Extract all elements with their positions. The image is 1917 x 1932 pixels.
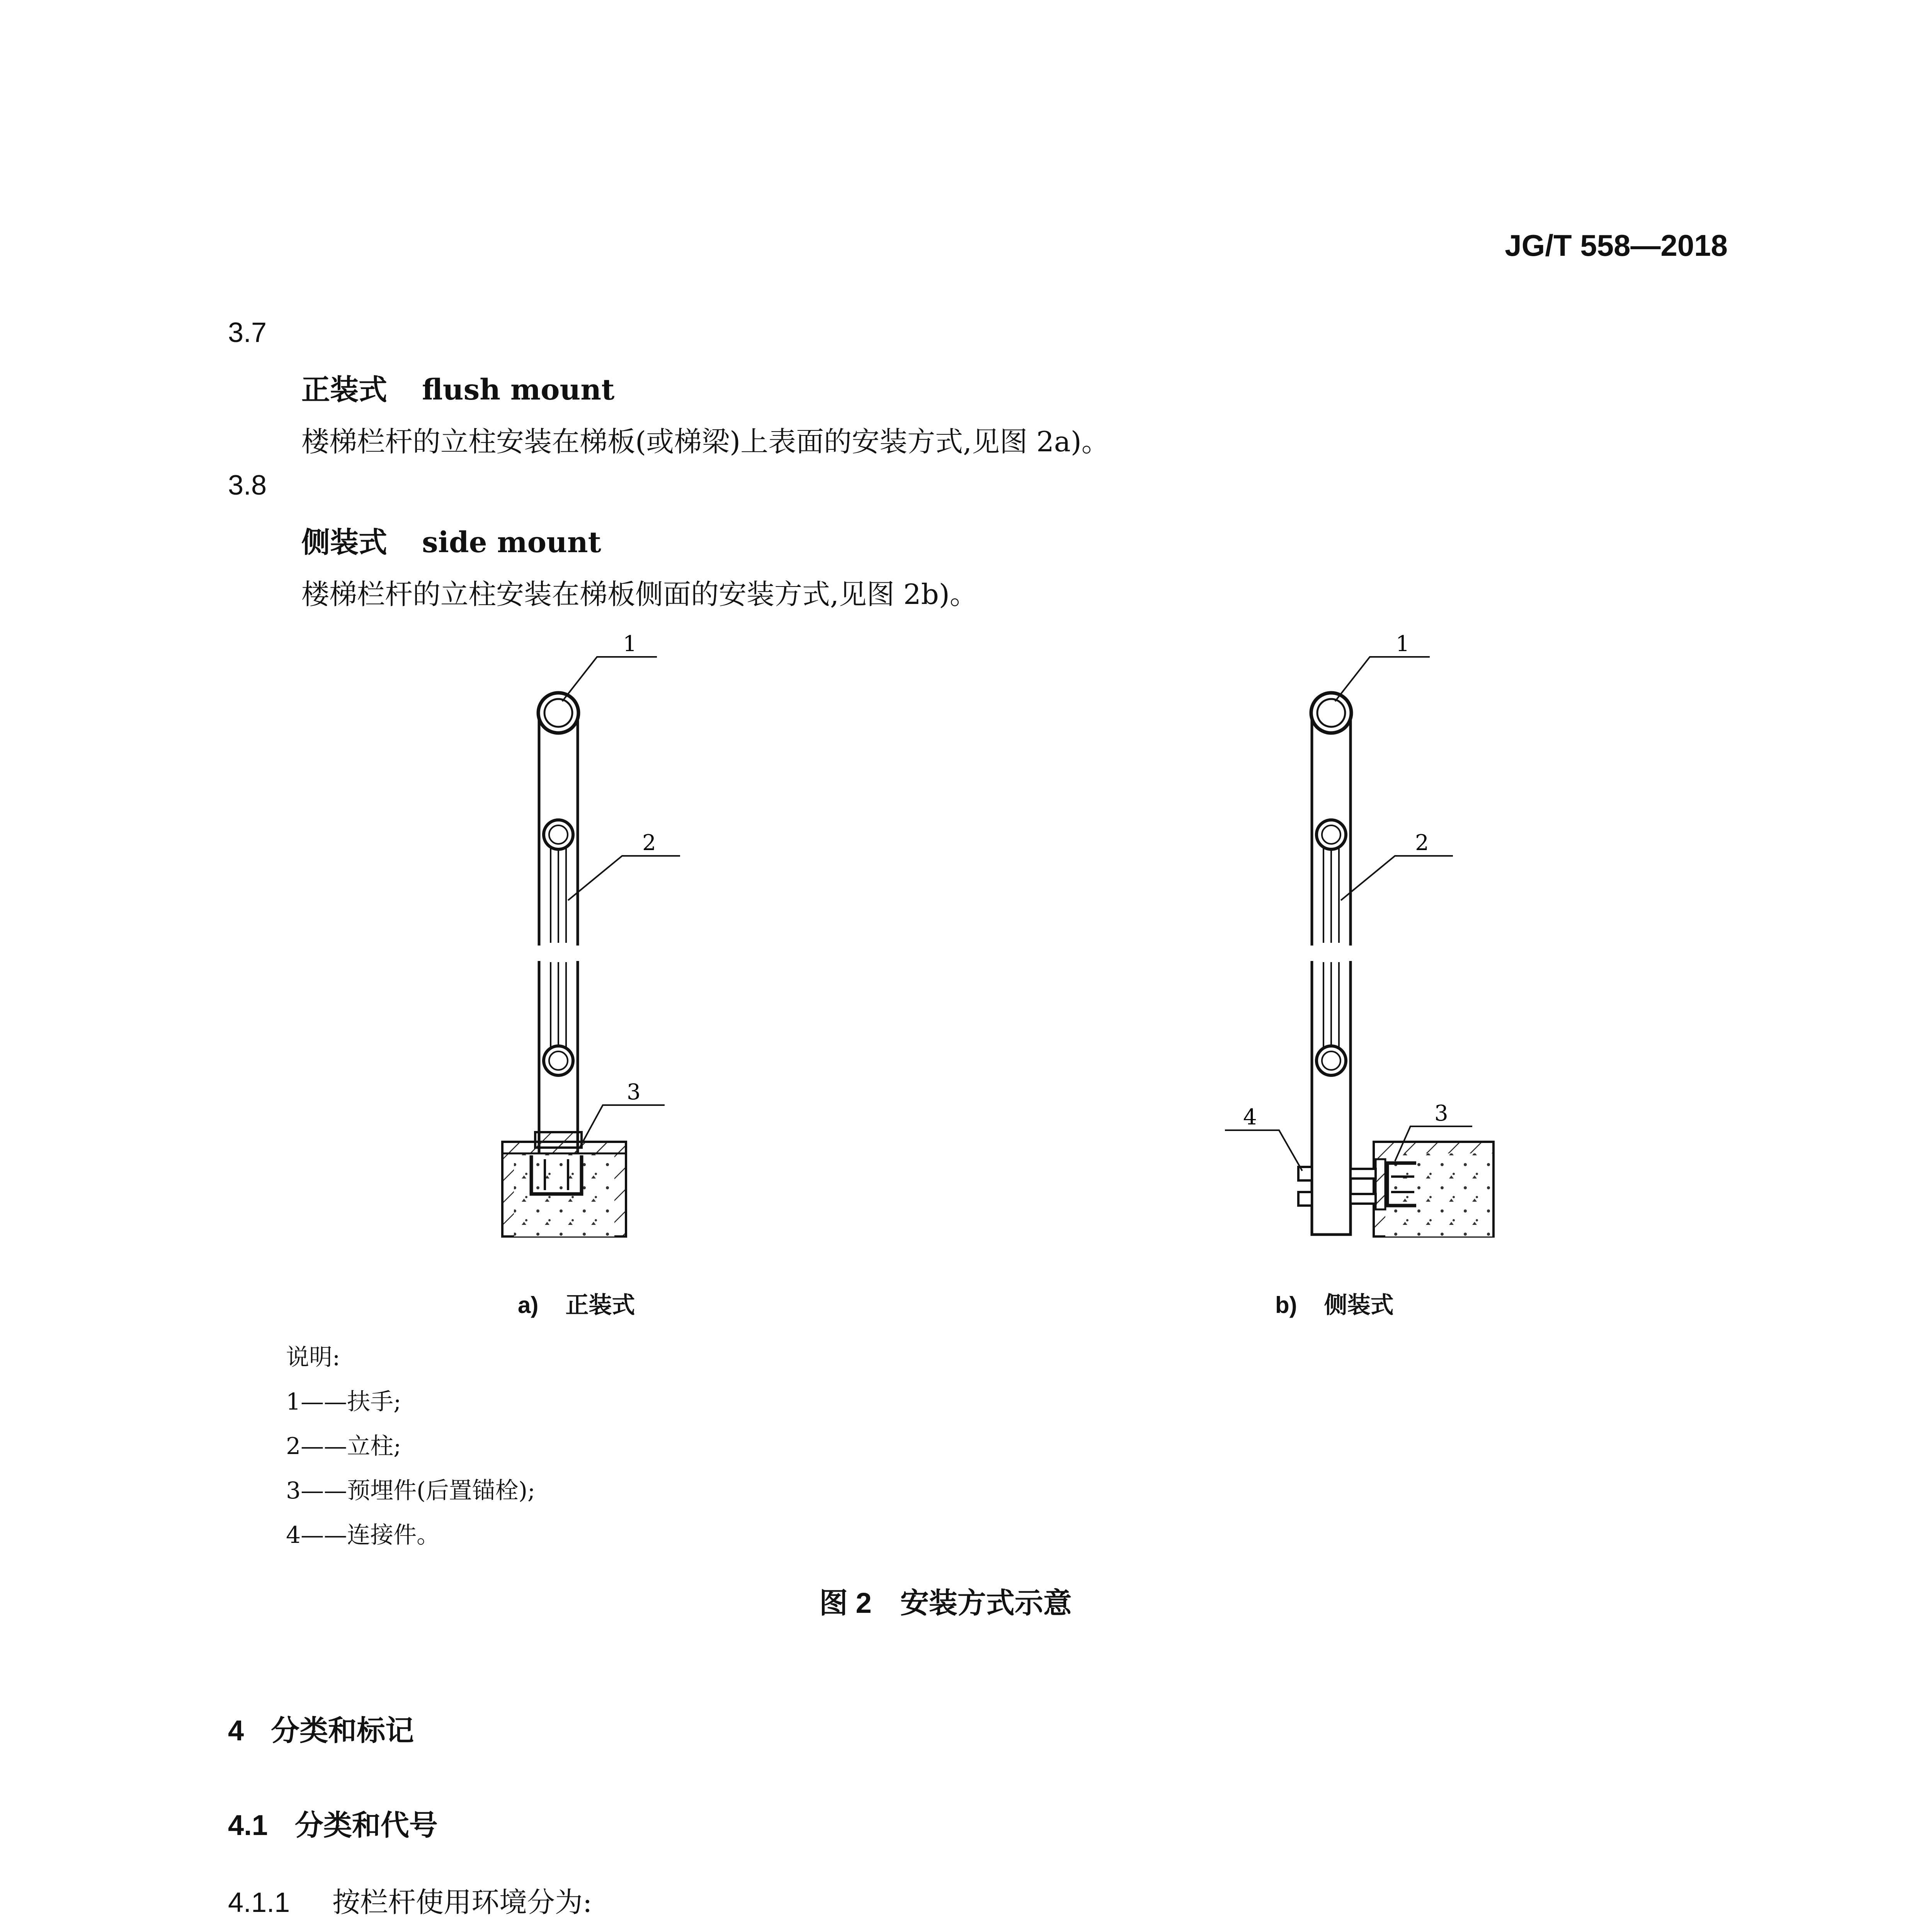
subcaption-text: 侧装式 [1324,1292,1394,1318]
side-mount-drawing [1225,631,1493,1236]
chapter-number: 4 [228,1714,244,1747]
term-flush-mount [301,367,614,408]
legend-title: 说明: [286,1344,340,1371]
term-en: flush mount [422,373,615,406]
section-title: 分类和代号 [294,1809,438,1841]
subcaption-a [518,1287,635,1320]
subcaption-label: b) [1275,1292,1297,1318]
callout-2: 2 [642,830,656,855]
callout-1: 1 [623,631,637,656]
definition-3-8: 楼梯栏杆的立柱安装在梯板侧面的安装方式,见图 2b)。 [301,578,978,611]
definition-3-7: 楼梯栏杆的立柱安装在梯板(或梯梁)上表面的安装方式,见图 2a)。 [301,425,1109,458]
subcaption-text: 正装式 [565,1292,635,1318]
connector-icon [1298,1167,1376,1206]
handrail-icon [1311,693,1351,733]
list-item [301,1930,587,1932]
document-number: JG/T 558—2018 [1505,228,1728,262]
term-en: side mount [422,526,601,559]
clause-text: 按栏杆使用环境分为: [332,1886,592,1918]
callout-3: 3 [1434,1101,1448,1126]
callout-2: 2 [1415,830,1429,855]
term-cn: 正装式 [301,373,387,406]
stair-slab-icon [502,1142,626,1236]
section-heading-4-1 [228,1803,438,1844]
chapter-heading [228,1708,414,1749]
callout-1: 1 [1396,631,1410,656]
figure-2-drawing [0,618,1917,1294]
term-cn: 侧装式 [301,526,387,559]
legend-item: 1——扶手; [286,1388,401,1415]
section-number-3-7: 3.7 [228,317,267,348]
legend-item: 4——连接件。 [286,1522,440,1549]
term-side-mount [301,520,601,561]
subcaption-b [1275,1287,1394,1320]
callout-3: 3 [627,1080,641,1105]
legend-item: 2——立柱; [286,1433,401,1460]
section-number: 4.1 [228,1809,268,1841]
figure-caption: 图 2 安装方式示意 [819,1587,1072,1619]
handrail-icon [538,693,578,733]
callout-4: 4 [1243,1105,1257,1130]
stair-slab-icon [1374,1142,1493,1236]
section-number-3-8: 3.8 [228,470,267,501]
clause-4-1-1 [228,1880,592,1920]
post-icon [1309,713,1353,1235]
subcaption-label: a) [518,1292,539,1318]
flush-mount-drawing [502,631,680,1236]
clause-number: 4.1.1 [228,1887,290,1918]
legend-item: 3——预埋件(后置锚栓); [286,1477,536,1504]
chapter-title: 分类和标记 [271,1714,414,1747]
